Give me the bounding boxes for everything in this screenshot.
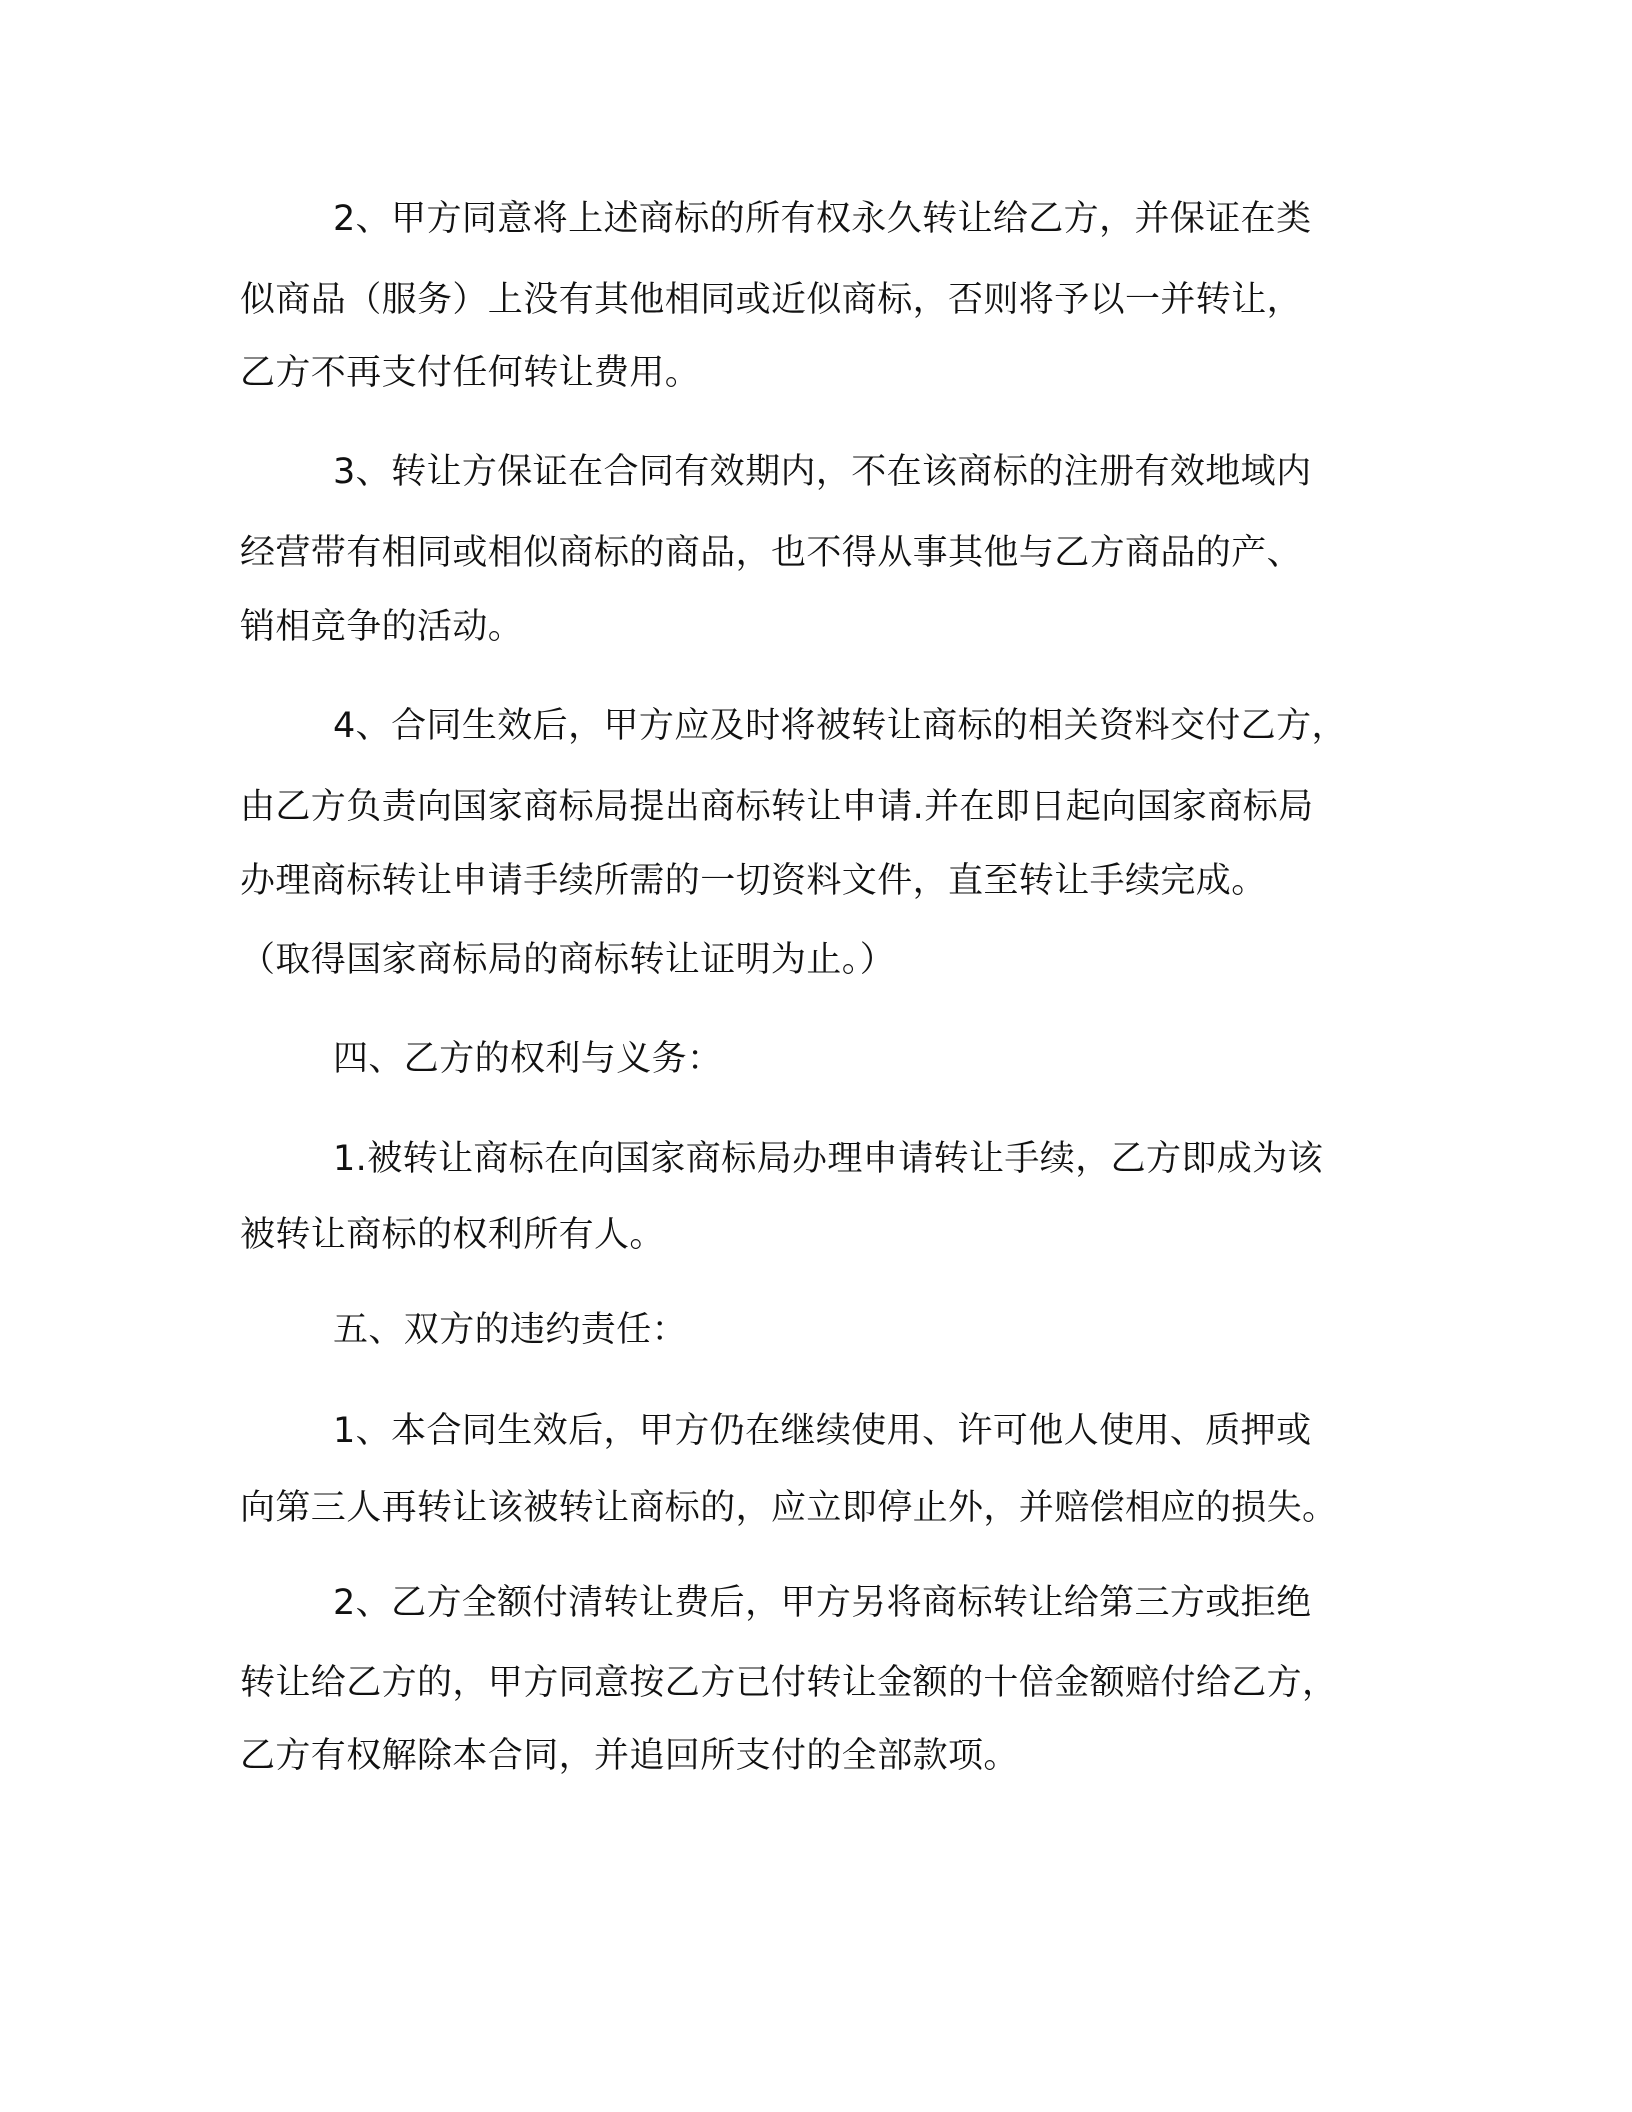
section-5-clause-2-line-3: 乙方有权解除本合同，并追回所支付的全部款项。 [240,1736,1019,1776]
clause-3-line-3: 销相竞争的活动。 [240,607,524,647]
section-heading-5: 五、双方的违约责任： [333,1310,688,1350]
clause-4-line-1: 4、合同生效后，甲方应及时将被转让商标的相关资料交付乙方， [333,706,1347,746]
section-5-clause-1-line-2: 向第三人再转让该被转让商标的，应立即停止外，并赔偿相应的损失。 [240,1488,1338,1528]
clause-3-line-2: 经营带有相同或相似商标的商品，也不得从事其他与乙方商品的产、 [240,533,1303,573]
section-4-clause-1-line-2: 被转让商标的权利所有人。 [240,1215,665,1255]
clause-2-line-3: 乙方不再支付任何转让费用。 [240,353,701,393]
section-5-clause-2-line-2: 转让给乙方的，甲方同意按乙方已付转让金额的十倍金额赔付给乙方， [240,1663,1338,1703]
clause-4-line-2: 由乙方负责向国家商标局提出商标转让申请.并在即日起向国家商标局 [240,787,1314,827]
section-4-clause-1-line-1: 1.被转让商标在向国家商标局办理申请转让手续，乙方即成为该 [333,1139,1323,1179]
section-5-clause-2-line-1: 2、乙方全额付清转让费后，甲方另将商标转让给第三方或拒绝 [333,1583,1312,1623]
section-5-clause-1-line-1: 1、本合同生效后，甲方仍在继续使用、许可他人使用、质押或 [333,1411,1312,1451]
clause-4-line-4: （取得国家商标局的商标转让证明为止。） [240,940,896,980]
clause-2-line-1: 2、甲方同意将上述商标的所有权永久转让给乙方，并保证在类 [333,199,1312,239]
clause-2-line-2: 似商品（服务）上没有其他相同或近似商标，否则将予以一并转让， [240,280,1303,320]
section-heading-4: 四、乙方的权利与义务： [333,1039,723,1079]
clause-3-line-1: 3、转让方保证在合同有效期内，不在该商标的注册有效地域内 [333,452,1312,492]
clause-4-line-3: 办理商标转让申请手续所需的一切资料文件，直至转让手续完成。 [240,861,1267,901]
